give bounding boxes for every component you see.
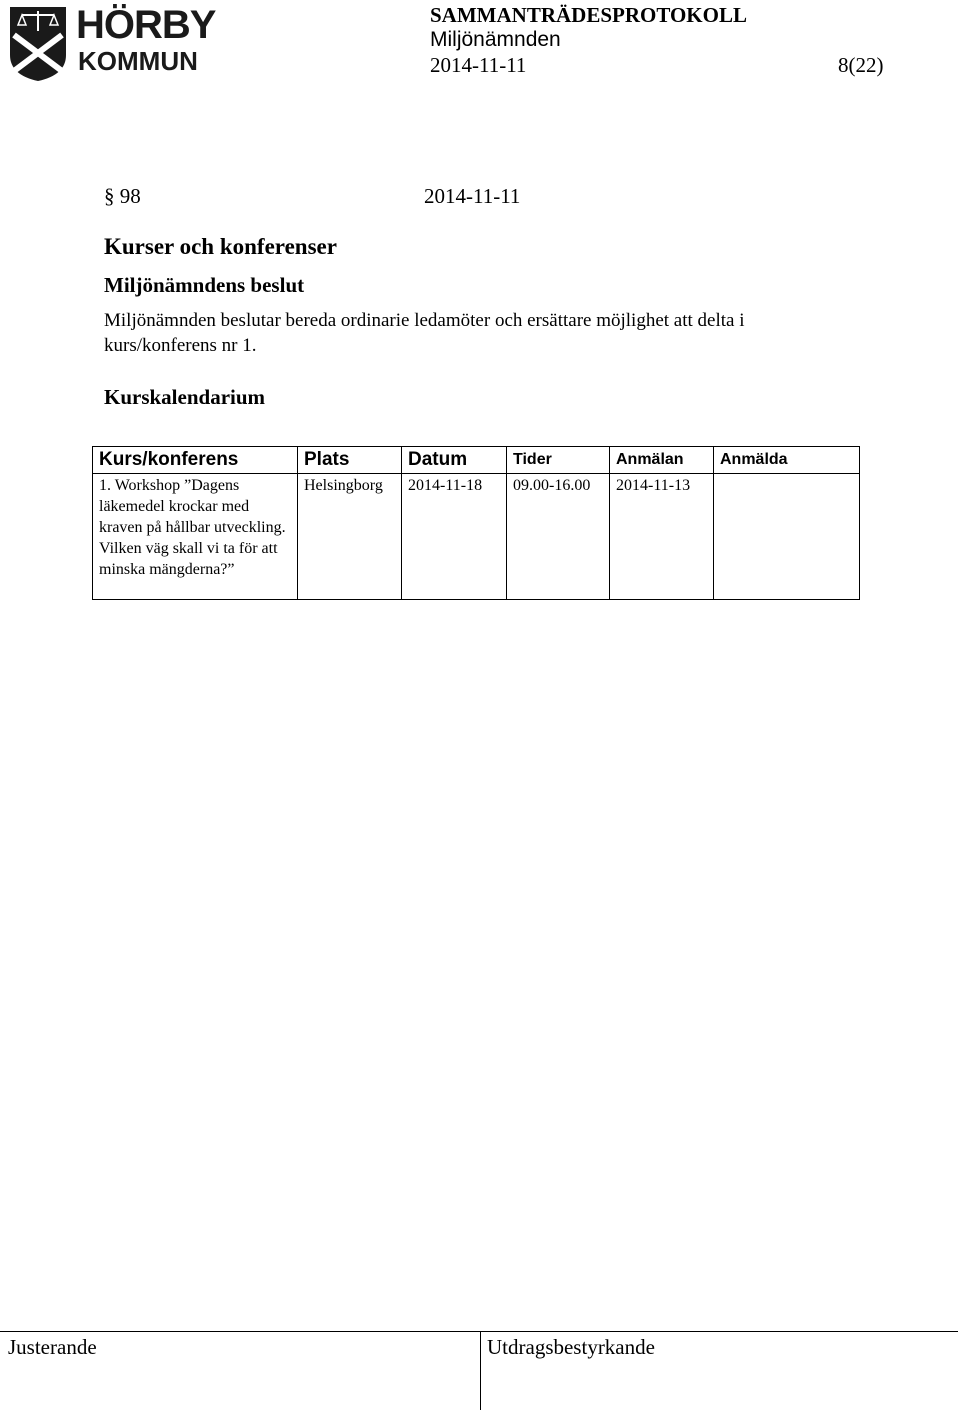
- cell-registration: 2014-11-13: [610, 474, 714, 600]
- cell-registered: [714, 474, 860, 600]
- document-title: SAMMANTRÄDESPROTOKOLL: [430, 3, 747, 27]
- column-header-course: Kurs/konferens: [93, 447, 298, 474]
- footer-rule: [0, 1331, 958, 1332]
- column-header-times: Tider: [507, 447, 610, 474]
- logo-name: HÖRBY: [76, 3, 216, 47]
- section-title: Kurser och konferenser: [104, 234, 337, 259]
- paragraph-number: § 98: [104, 184, 141, 208]
- column-header-place: Plats: [298, 447, 402, 474]
- calendar-heading: Kurskalendarium: [104, 385, 266, 409]
- table-header-row: [93, 447, 860, 474]
- table-row: [93, 474, 860, 600]
- footer-certification: Utdragsbestyrkande: [487, 1335, 655, 1359]
- meeting-date: 2014-11-11: [430, 53, 527, 77]
- cell-course: 1. Workshop ”Dagens läkemedel krockar med kraven på hållbar utveckling. Vilken väg skall vi ta för att minska mängderna?”: [93, 474, 298, 600]
- cell-place: Helsingborg: [298, 474, 402, 600]
- column-header-registered: Anmälda: [714, 447, 860, 474]
- coat-of-arms-icon: [8, 5, 68, 83]
- column-header-date: Datum: [402, 447, 507, 474]
- decision-text: Miljönämnden beslutar bereda ordinarie ledamöter och ersättare möjlighet att delta i kurs/konferens nr 1.: [104, 310, 745, 356]
- committee-name: Miljönämnden: [430, 28, 561, 51]
- footer-divider: [480, 1331, 481, 1410]
- decision-heading: Miljönämndens beslut: [104, 273, 305, 297]
- municipality-logo: [8, 3, 216, 85]
- paragraph-date: 2014-11-11: [424, 184, 521, 208]
- column-header-registration: Anmälan: [610, 447, 714, 474]
- cell-times: 09.00-16.00: [507, 474, 610, 600]
- course-calendar-table: [92, 446, 860, 600]
- page-number: 8(22): [838, 53, 884, 77]
- logo-sub: KOMMUN: [78, 46, 198, 76]
- cell-date: 2014-11-18: [402, 474, 507, 600]
- footer-adjuster: Justerande: [8, 1335, 97, 1359]
